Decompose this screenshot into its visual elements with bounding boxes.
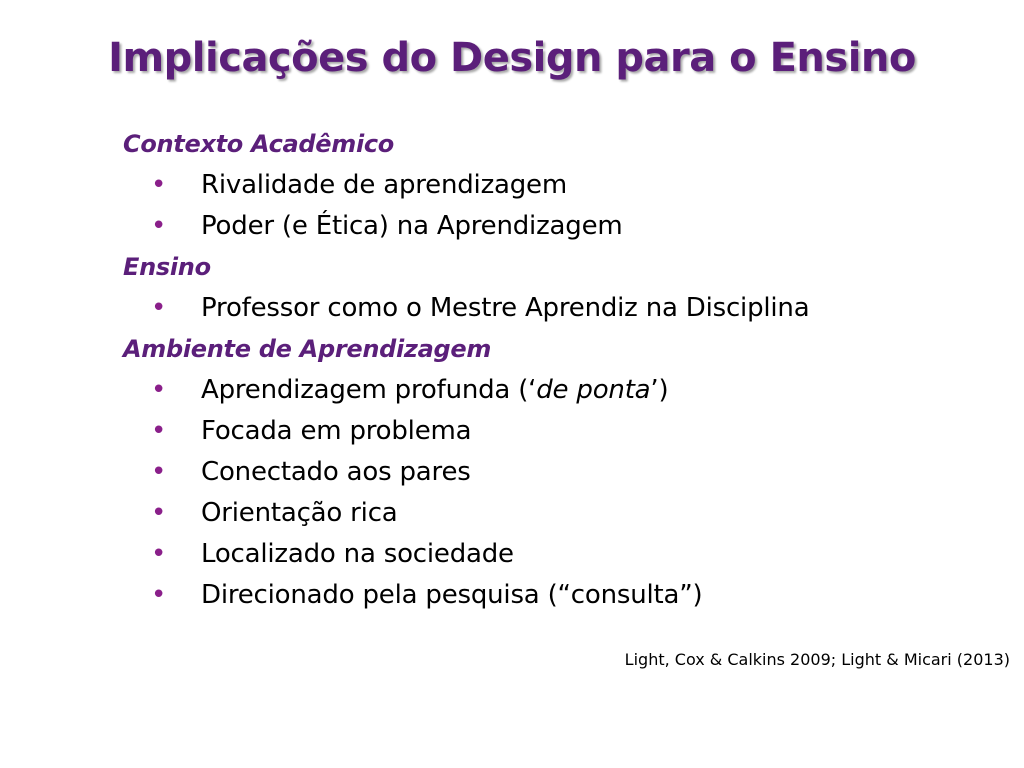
list-item-text: Professor como o Mestre Aprendiz na Disciplina [201, 293, 810, 323]
list-item-text: Orientação rica [201, 498, 398, 528]
list-item [123, 370, 983, 411]
list-item-text-before: Aprendizagem profunda (‘ [201, 375, 537, 405]
section-heading-ensino: Ensino [123, 253, 211, 281]
list-item-text: Rivalidade de aprendizagem [201, 170, 567, 200]
section-heading-contexto-academico: Contexto Acadêmico [123, 130, 394, 158]
citation: Light, Cox & Calkins 2009; Light & Micari (2013) [624, 650, 1010, 669]
list-item-text: Poder (e Ética) na Aprendizagem [201, 211, 623, 241]
bullet-icon: • [151, 293, 167, 323]
list-item [123, 493, 983, 534]
bullet-icon: • [151, 416, 167, 446]
section-heading-ambiente-de-aprendizagem: Ambiente de Aprendizagem [123, 335, 492, 363]
list-item [123, 206, 983, 247]
list-item-text: Conectado aos pares [201, 457, 471, 487]
bullet-icon: • [151, 211, 167, 241]
bullet-icon: • [151, 170, 167, 200]
slide-title: Implicações do Design para o Ensino [108, 35, 916, 81]
list-item-text-emphasis: de ponta [536, 375, 651, 405]
list-item-text: Direcionado pela pesquisa (“consulta”) [201, 580, 703, 610]
bullet-icon: • [151, 539, 167, 569]
bullet-icon: • [151, 580, 167, 610]
list-item [123, 534, 983, 575]
slide-content [123, 124, 983, 616]
list-item [123, 288, 983, 329]
bullet-icon: • [151, 457, 167, 487]
list-item-text [201, 370, 668, 411]
bullet-icon: • [151, 498, 167, 528]
list-item [123, 411, 983, 452]
list-item [123, 452, 983, 493]
list-item-text: Localizado na sociedade [201, 539, 514, 569]
list-item-text: Focada em problema [201, 416, 472, 446]
bullet-icon: • [151, 375, 167, 405]
list-item [123, 575, 983, 616]
list-item-text-after: ’) [650, 375, 669, 405]
list-item [123, 165, 983, 206]
